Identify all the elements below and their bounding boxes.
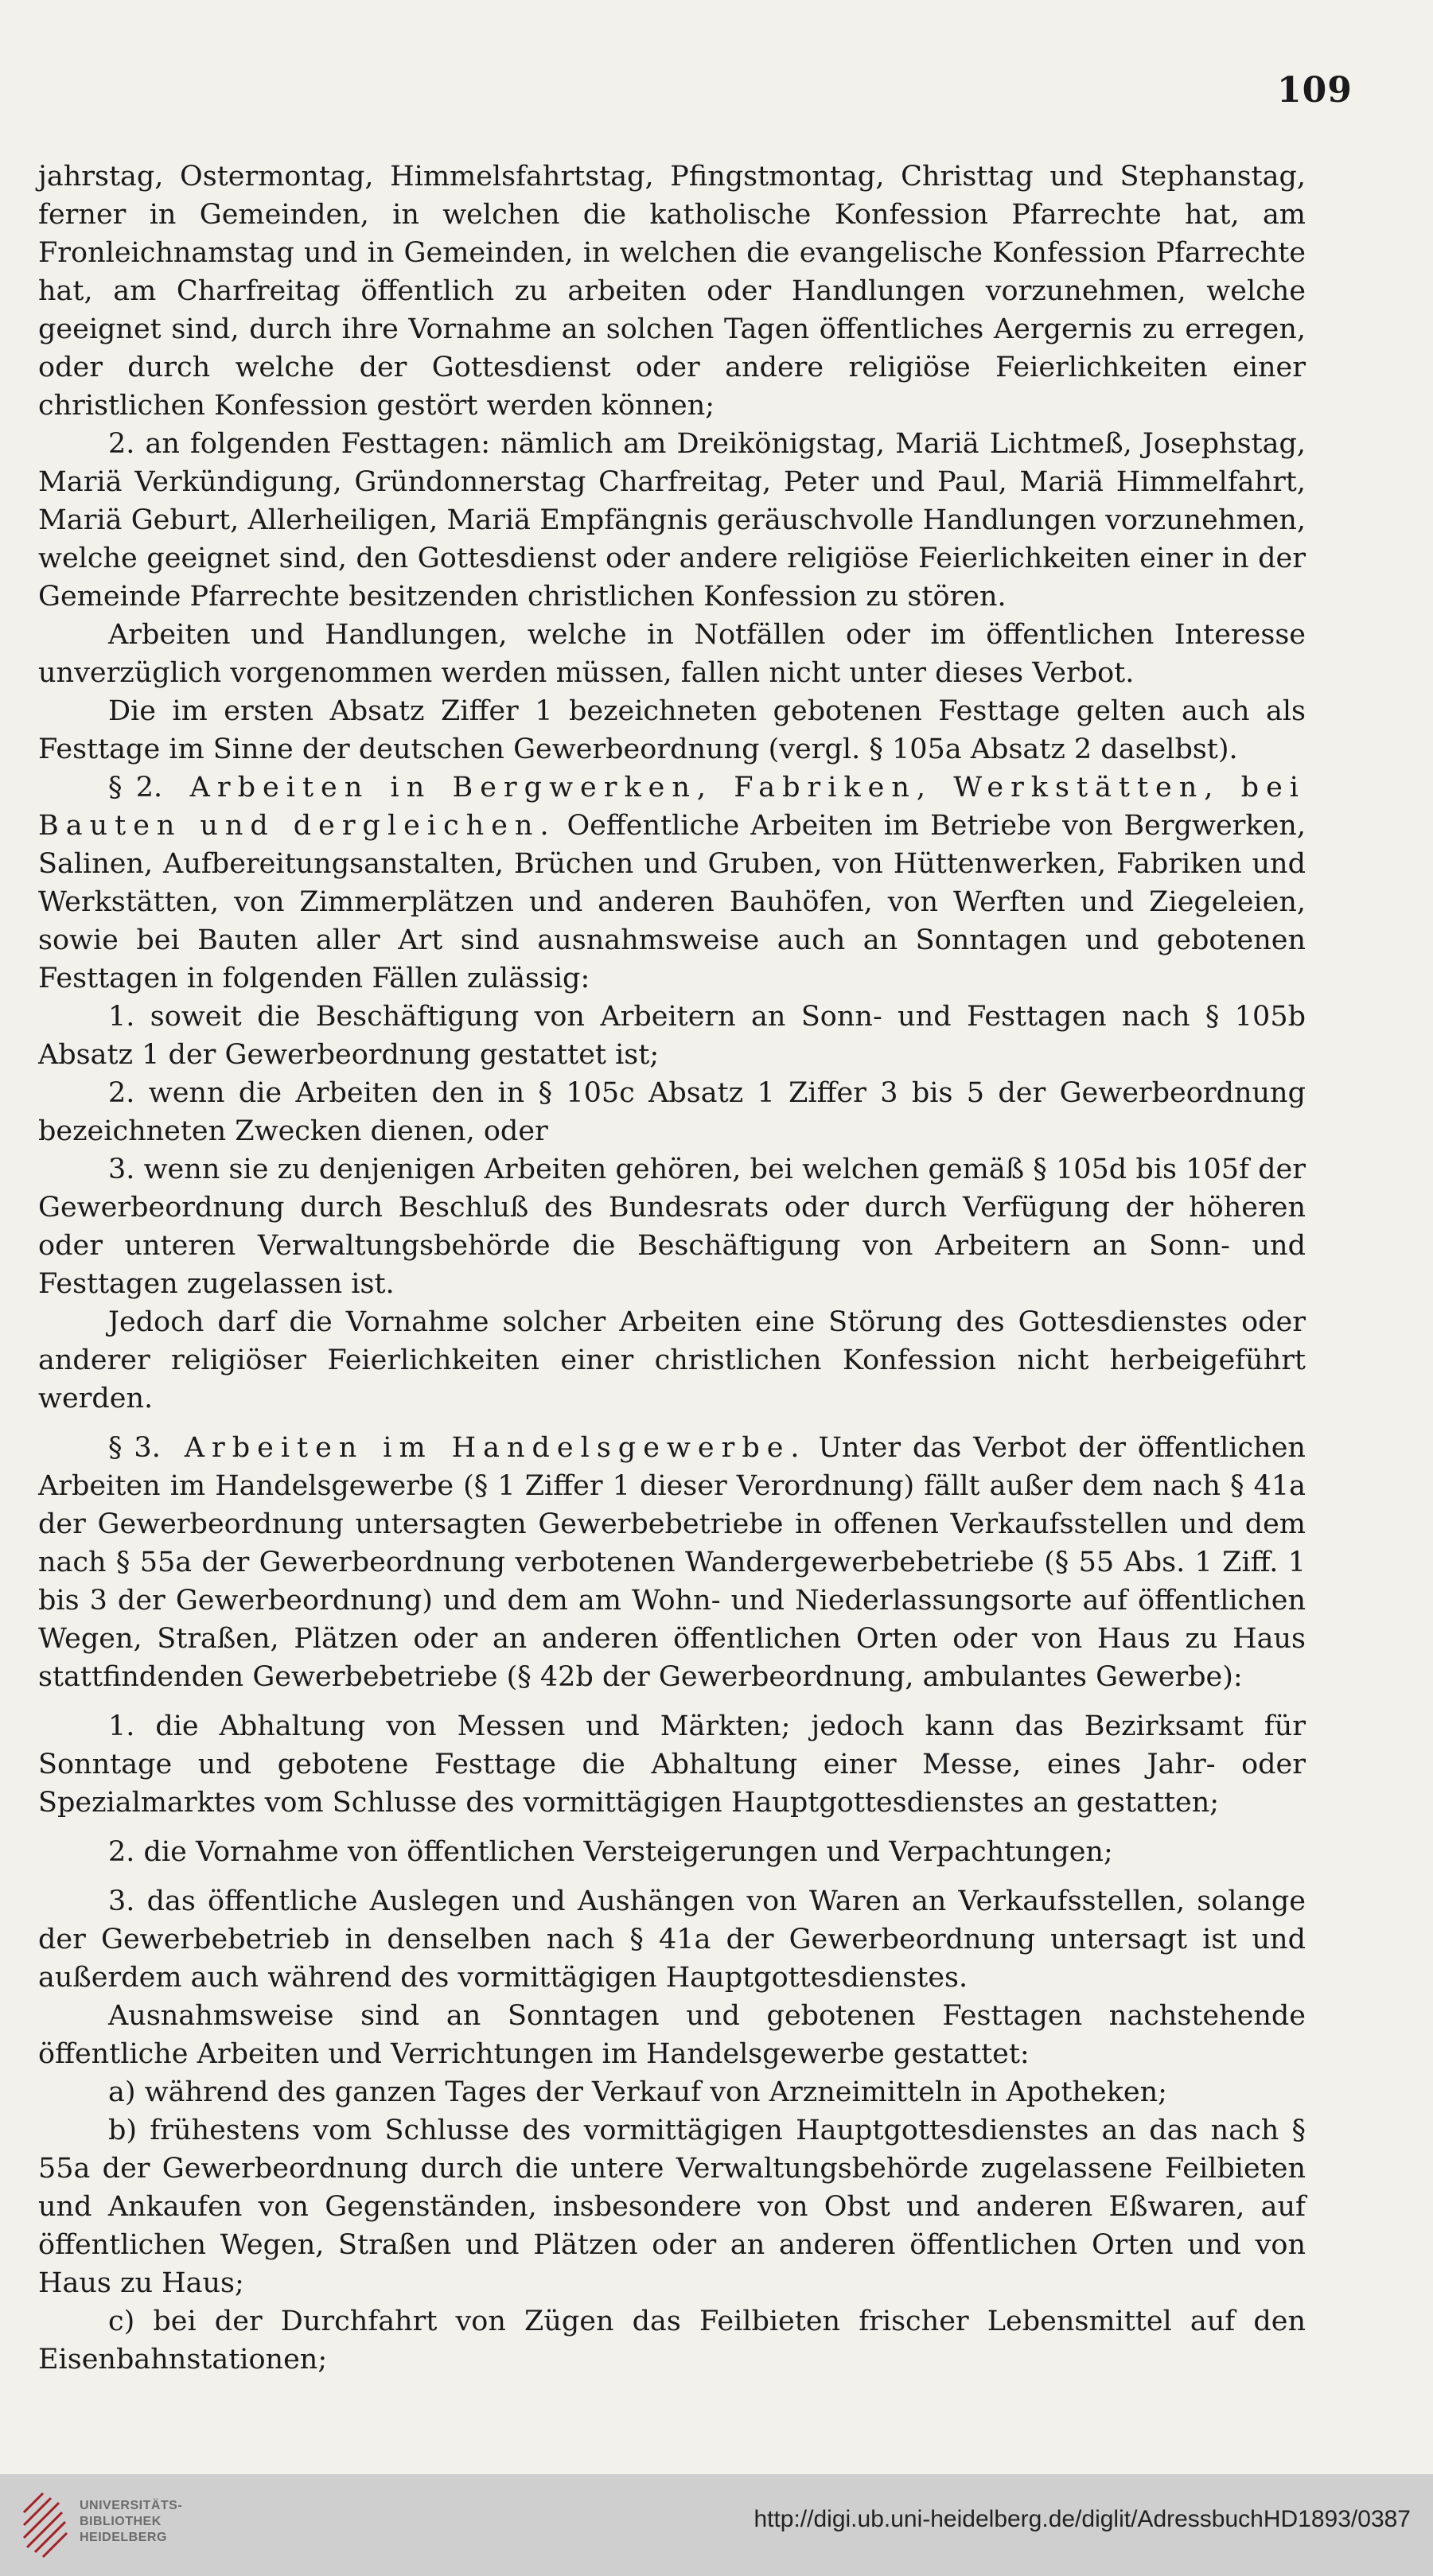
paragraph: Ausnahmsweise sind an Sonntagen und gebotenen Festtagen nachstehende öffentliche Arbeiten und Verrichtungen im Handelsgewerbe gestattet: (38, 2000, 1306, 2070)
paragraph: Arbeiten und Handlungen, welche in Notfällen oder im öffentlichen Interesse unverzüglich vorgenommen werden müssen, fallen nicht unter dieses Verbot. (38, 619, 1306, 689)
list-item: 1. die Abhaltung von Messen und Märkten; jedoch kann das Bezirksamt für Sonntage und gebotene Festtage die Abhaltung einer Messe, eines Jahr- oder Spezialmarktes vom Schlusse des vormittägigen Hauptgottesdienstes an gestatten; (38, 1710, 1306, 1819)
list-item: a) während des ganzen Tages der Verkauf von Arzneimitteln in Apotheken; (108, 2076, 1167, 2108)
logo-line: UNIVERSITÄTS- (80, 2499, 183, 2512)
list-item: b) frühestens vom Schlusse des vormittägigen Hauptgottesdienstes an das nach § 55a der Gewerbeordnung durch die untere Verwaltungsbehörde zugelassene Feilbieten und Ankaufen von Gegenständen, insbesondere von Obst und anderen Eßwaren, auf öffentlichen Wegen, Straßen und Plätzen oder an anderen öffentlichen Orten und von Haus zu Haus; (38, 2115, 1306, 2299)
source-url-link[interactable]: http://digi.ub.uni-heidelberg.de/diglit/AdressbuchHD1893/0387 (753, 2506, 1411, 2532)
paragraph: Oeffentliche Arbeiten im Betriebe von Bergwerken, Salinen, Aufbereitungsanstalten, Brüchen und Gruben, von Hüttenwerken, Fabriken und Werkstätten, von Zimmerplätzen und anderen Bauhöfen, von Werften und Ziegeleien, sowie bei Bauten aller Art sind ausnahmsweise auch an Sonntagen und gebotenen Festtagen in folgenden Fällen zulässig: (38, 810, 1306, 994)
paragraph: Die im ersten Absatz Ziffer 1 bezeichneten gebotenen Festtage gelten auch als Festtage im Sinne der deutschen Gewerbeordnung (vergl. § 105a Absatz 2 daselbst). (38, 695, 1306, 765)
list-item: c) bei der Durchfahrt von Zügen das Feilbieten frischer Lebensmittel auf den Eisenbahnstationen; (38, 2306, 1306, 2376)
page-number: 109 (1277, 70, 1353, 111)
list-item: 1. soweit die Beschäftigung von Arbeitern an Sonn- und Festtagen nach § 105b Absatz 1 der Gewerbeordnung gestattet ist; (38, 1001, 1306, 1071)
paragraph: Unter das Verbot der öffentlichen Arbeiten im Handelsgewerbe (§ 1 Ziffer 1 dieser Verordnung) fällt außer dem nach § 41a der Gewerbeordnung untersagten Gewerbebetriebe in offenen Verkaufsstellen und dem nach § 55a der Gewerbeordnung verbotenen Wandergewerbebetriebe (§ 55 Abs. 1 Ziff. 1 bis 3 der Gewerbeordnung) und dem am Wohn- und Niederlassungsorte auf öffentlichen Wegen, Straßen, Plätzen oder an anderen öffentlichen Orten oder von Haus zu Haus stattfindenden Gewerbebetriebe (§ 42b der Gewerbeordnung, ambulantes Gewerbe): (38, 1432, 1306, 1693)
paragraph: Jedoch darf die Vornahme solcher Arbeiten eine Störung des Gottesdienstes oder anderer religiöser Feierlichkeiten einer christlichen Konfession nicht herbeigeführt werden. (38, 1306, 1306, 1414)
logo-line: HEIDELBERG (80, 2531, 167, 2544)
section-3-title: Arbeiten im Handelsgewerbe. (184, 1432, 807, 1464)
list-item: 2. die Vornahme von öffentlichen Versteigerungen und Verpachtungen; (108, 1836, 1113, 1868)
list-item: 2. wenn die Arbeiten den in § 105c Absatz 1 Ziffer 3 bis 5 der Gewerbeordnung bezeichneten Zwecken dienen, oder (38, 1077, 1306, 1147)
section-2 (38, 769, 1306, 998)
library-logo-text (80, 2498, 182, 2546)
list-item: 3. das öffentliche Auslegen und Aushängen von Waren an Verkaufsstellen, solange der Gewerbebetrieb in denselben nach § 41a der Gewerbeordnung untersagt ist und außerdem auch während des vormittägigen Hauptgottesdienstes. (38, 1885, 1306, 1994)
logo-line: BIBLIOTHEK (80, 2515, 162, 2528)
section-2-title: Arbeiten in Bergwerken, Fabriken, Werkstätten, bei Bauten und dergleichen. (38, 772, 1306, 842)
body-text (38, 158, 1306, 2379)
paragraph: jahrstag, Ostermontag, Himmelsfahrtstag, Pfingstmontag, Christtag und Stephanstag, ferner in Gemeinden, in welchen die katholische Konfession Pfarrechte hat, am Fronleichnamstag und in Gemeinden, in welchen die evangelische Konfession Pfarrechte hat, am Charfreitag öffentlich zu arbeiten oder Handlungen vorzunehmen, welche geeignet sind, durch ihre Vornahme an solchen Tagen öffentliches Aergernis zu erregen, oder durch welche der Gottesdienst oder andere religiöse Feierlichkeiten einer christlichen Konfession gestört werden können; (38, 161, 1306, 422)
footer-bar (0, 2474, 1433, 2576)
section-2-number: § 2. (108, 772, 163, 804)
paragraph: 2. an folgenden Festtagen: nämlich am Dreikönigstag, Mariä Lichtmeß, Josephstag, Mariä Verkündigung, Gründonnerstag Charfreitag, Peter und Paul, Mariä Himmelfahrt, Mariä Geburt, Allerheiligen, Mariä Empfängnis geräuschvolle Handlungen vorzunehmen, welche geeignet sind, den Gottesdienst oder andere religiöse Feierlichkeiten einer in der Gemeinde Pfarrechte besitzenden christlichen Konfession zu stören. (38, 428, 1306, 613)
library-logo-icon (19, 2488, 72, 2562)
section-3-number: § 3. (108, 1432, 161, 1464)
list-item: 3. wenn sie zu denjenigen Arbeiten gehören, bei welchen gemäß § 105d bis 105f der Gewerbeordnung durch Beschluß des Bundesrats oder durch Verfügung der höheren oder unteren Verwaltungsbehörde die Beschäftigung von Arbeitern an Sonn- und Festtagen zugelassen ist. (38, 1154, 1306, 1300)
section-3 (38, 1429, 1306, 1696)
